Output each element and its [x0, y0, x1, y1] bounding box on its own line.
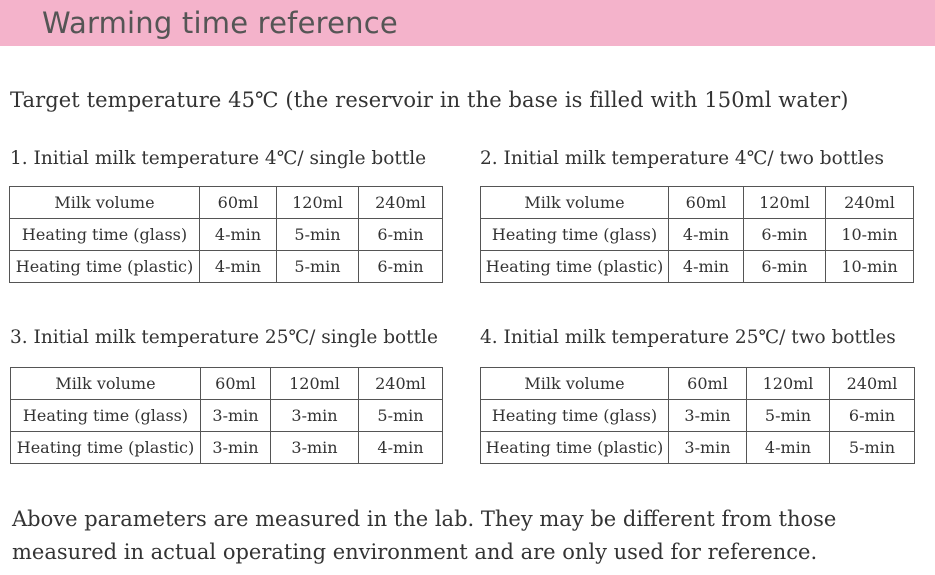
table-header-row [481, 368, 915, 400]
table-cell: 5-min [277, 251, 359, 283]
table-header-row [481, 187, 914, 219]
table-cell: 5-min [359, 400, 443, 432]
table-cell: 4-min [669, 219, 744, 251]
table-cell: 3-min [669, 400, 747, 432]
row-label: Heating time (plastic) [11, 432, 201, 464]
section-4-title: 4. Initial milk temperature 25℃/ two bottles [480, 327, 896, 348]
table-row [10, 219, 443, 251]
section-2-title: 2. Initial milk temperature 4℃/ two bottles [480, 148, 885, 169]
section-4-table [480, 367, 915, 464]
row-label: Heating time (plastic) [481, 251, 669, 283]
table-cell: 5-min [277, 219, 359, 251]
table-cell: 6-min [744, 251, 826, 283]
header-cell: 60ml [669, 187, 744, 219]
header-banner [0, 0, 935, 46]
table-cell: 10-min [826, 251, 914, 283]
header-cell: Milk volume [10, 187, 200, 219]
header-cell: Milk volume [481, 187, 669, 219]
table-cell: 6-min [359, 219, 443, 251]
footnote-line-2: measured in actual operating environment and are only used for reference. [12, 540, 818, 564]
table-cell: 4-min [747, 432, 830, 464]
section-2-table [480, 186, 914, 283]
header-cell: 240ml [826, 187, 914, 219]
row-label: Heating time (plastic) [481, 432, 669, 464]
row-label: Heating time (glass) [11, 400, 201, 432]
header-cell: Milk volume [481, 368, 669, 400]
table-cell: 3-min [669, 432, 747, 464]
header-cell: 60ml [200, 187, 277, 219]
footnote-line-1: Above parameters are measured in the lab. They may be different from those [12, 507, 837, 531]
table-row [481, 432, 915, 464]
header-cell: 240ml [359, 368, 443, 400]
table-row [481, 219, 914, 251]
table-cell: 3-min [271, 432, 359, 464]
table-cell: 3-min [201, 400, 271, 432]
section-1-table [9, 186, 443, 283]
table-cell: 6-min [744, 219, 826, 251]
header-cell: 60ml [201, 368, 271, 400]
table-cell: 10-min [826, 219, 914, 251]
header-cell: 120ml [271, 368, 359, 400]
table-header-row [11, 368, 443, 400]
section-3-table [10, 367, 443, 464]
row-label: Heating time (glass) [481, 219, 669, 251]
header-cell: 240ml [830, 368, 915, 400]
page-title: Warming time reference [42, 6, 398, 40]
table-row [481, 400, 915, 432]
header-cell: 240ml [359, 187, 443, 219]
header-cell: 120ml [744, 187, 826, 219]
header-cell: 120ml [277, 187, 359, 219]
table-cell: 6-min [359, 251, 443, 283]
header-cell: 120ml [747, 368, 830, 400]
table-cell: 5-min [830, 432, 915, 464]
table-row [481, 251, 914, 283]
row-label: Heating time (plastic) [10, 251, 200, 283]
footnote [12, 503, 912, 569]
table-cell: 3-min [271, 400, 359, 432]
table-cell: 4-min [200, 251, 277, 283]
section-1-title: 1. Initial milk temperature 4℃/ single bottle [10, 148, 427, 169]
table-row [10, 251, 443, 283]
table-row [11, 432, 443, 464]
target-temperature-text: Target temperature 45℃ (the reservoir in the base is filled with 150ml water) [10, 88, 849, 112]
table-cell: 6-min [830, 400, 915, 432]
section-3-title: 3. Initial milk temperature 25℃/ single bottle [10, 327, 438, 348]
header-cell: Milk volume [11, 368, 201, 400]
table-row [11, 400, 443, 432]
table-cell: 4-min [359, 432, 443, 464]
row-label: Heating time (glass) [10, 219, 200, 251]
table-header-row [10, 187, 443, 219]
table-cell: 3-min [201, 432, 271, 464]
table-cell: 4-min [669, 251, 744, 283]
header-cell: 60ml [669, 368, 747, 400]
row-label: Heating time (glass) [481, 400, 669, 432]
table-cell: 5-min [747, 400, 830, 432]
table-cell: 4-min [200, 219, 277, 251]
